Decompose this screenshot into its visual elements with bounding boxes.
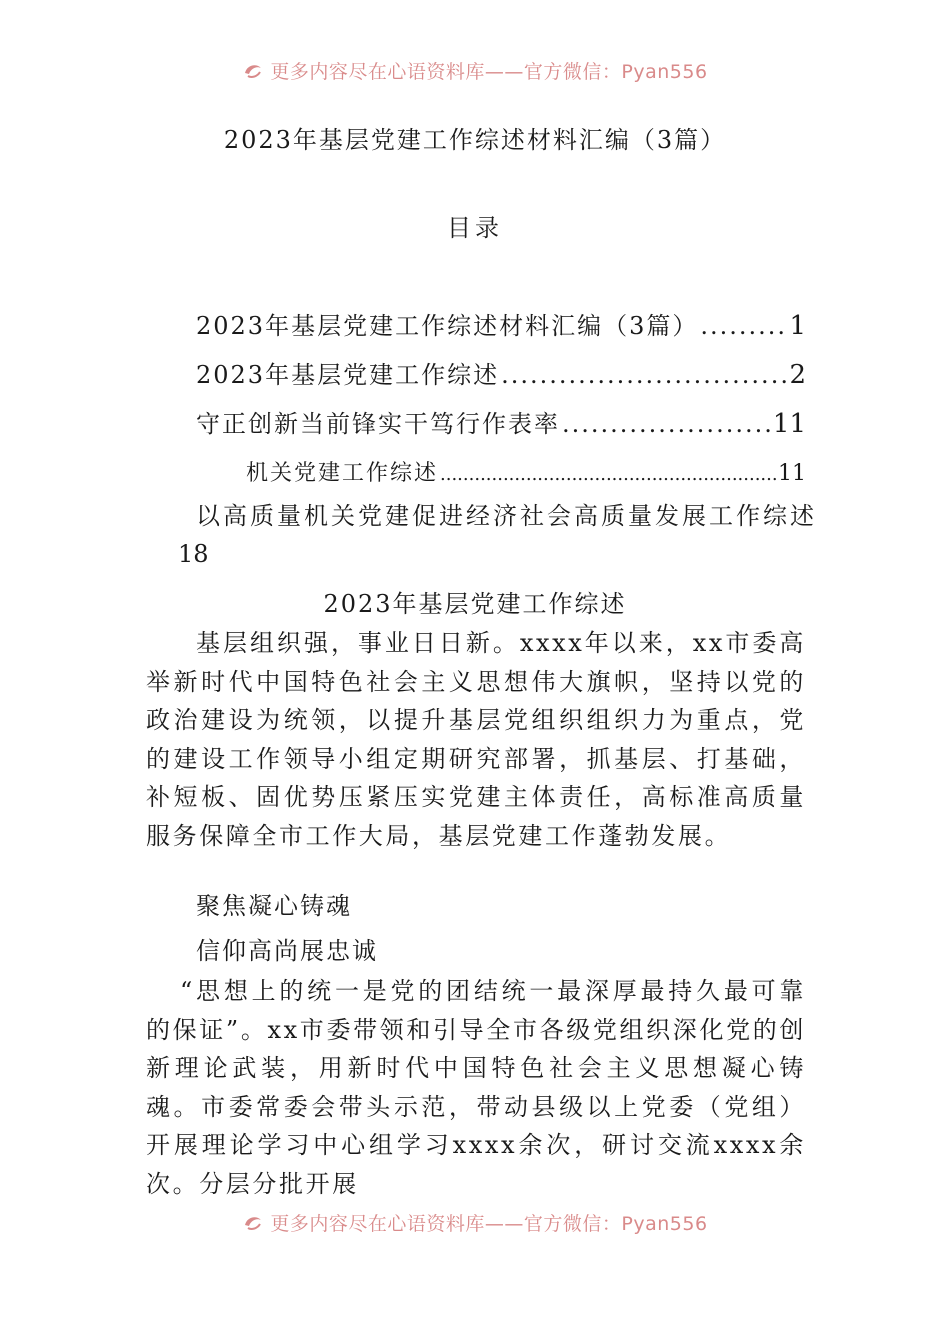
toc-entry-label: 机关党建工作综述 (246, 461, 439, 486)
document-title: 2023年基层党建工作综述材料汇编（3篇） (223, 126, 727, 154)
watermark-text: 更多内容尽在心语资料库——官方微信：Pyan556 (270, 60, 708, 83)
toc-dot-leader (501, 361, 787, 389)
toc-entry[interactable] (246, 456, 806, 487)
toc-entry-page: 11 (778, 461, 806, 486)
brand-logo-icon (242, 1211, 264, 1233)
toc-entry[interactable] (196, 306, 806, 341)
subheading: 信仰高尚展忠诚 (196, 937, 378, 965)
toc-dot-leader (700, 312, 787, 340)
toc-entry-page: 11 (772, 409, 806, 439)
watermark-text: 更多内容尽在心语资料库——官方微信：Pyan556 (270, 1212, 708, 1235)
watermark-footer (0, 1208, 950, 1236)
toc-entry[interactable] (196, 404, 806, 439)
toc-entry[interactable] (196, 355, 806, 390)
watermark-header (0, 56, 950, 84)
toc-entry-label: 2023年基层党建工作综述材料汇编（3篇） (196, 312, 699, 340)
toc-entry-page: 18 (178, 540, 209, 568)
toc-entry-page: 2 (789, 360, 806, 390)
subheading: 聚焦凝心铸魂 (196, 892, 352, 920)
toc-dot-leader (562, 410, 771, 438)
toc-dot-leader (440, 464, 776, 485)
toc-entry-page: 1 (789, 311, 806, 341)
toc-entry-label: 2023年基层党建工作综述 (196, 361, 500, 389)
brand-logo-icon (242, 59, 264, 81)
body-paragraph: 基层组织强，事业日日新。xxxx年以来，xx市委高举新时代中国特色社会主义思想伟大旗帜，坚持以党的政治建设为统领，以提升基层党组织组织力为重点，党的建设工作领导小组定期研究部署，抓基层、打基础，补短板、固优势压紧压实党建主体责任，高标准高质量服务保障全市工作大局，基层党建工作蓬勃发展。 (146, 629, 806, 850)
body-paragraph: “思想上的统一是党的团结统一最深厚最持久最可靠的保证”。xx市委带领和引导全市各级党组织深化党的创新理论武装，用新时代中国特色社会主义思想凝心铸魂。市委常委会带头示范，带动县级以上党委（党组）开展理论学习中心组学习xxxx余次，研讨交流xxxx余次。分层分批开展 (146, 977, 806, 1198)
section-title: 2023年基层党建工作综述 (323, 590, 627, 618)
toc-entry-label: 守正创新当前锋实干笃行作表率 (196, 410, 560, 438)
toc-entry-label[interactable]: 以高质量机关党建促进经济社会高质量发展工作综述 (196, 502, 817, 530)
toc-heading: 目录 (447, 214, 503, 242)
